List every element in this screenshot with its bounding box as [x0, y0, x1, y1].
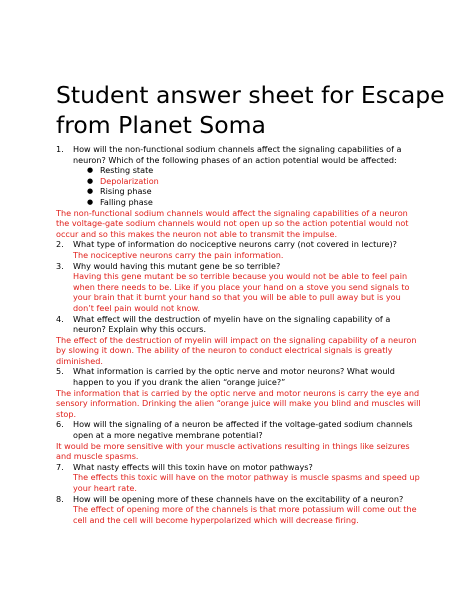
question-6: [56, 419, 422, 440]
answer-4: The effect of the destruction of myelin will impact on the signaling capability of a neuron by slowing it down. The ability of the neuron to conduct electrical signals is greatly diminished.: [56, 334, 417, 366]
question-text: What type of information do nociceptive neurons carry (not covered in lecture)?: [73, 239, 397, 250]
question-text: What nasty effects will this toxin have on motor pathways?: [73, 461, 313, 472]
question-2: [56, 239, 422, 250]
question-text: What information is carried by the optic nerve and motor neurons? What would happen to you if you drank the alien “orange juice?”: [73, 366, 395, 388]
page-title: Student answer sheet for Escape from Planet Soma: [56, 81, 445, 139]
question-number: 6.: [56, 419, 64, 430]
question-3: [56, 261, 422, 272]
answer-2: The nociceptive neurons carry the pain information.: [73, 249, 284, 260]
bullet-icon: ●: [87, 166, 94, 175]
bullet-icon: ●: [87, 197, 94, 206]
answer-5: The information that is carried by the optic nerve and motor neurons is carry the eye and sensory information. Drinking the alien “orange juice will make you blind and muscles will stop.: [56, 387, 421, 419]
option-item: ● Rising phase: [87, 186, 152, 197]
question-number: 2.: [56, 239, 64, 250]
bullet-icon: ●: [87, 187, 94, 196]
question-7: [56, 462, 422, 473]
question-number: 3.: [56, 260, 64, 271]
question-number: 7.: [56, 461, 64, 472]
question-5: [56, 366, 422, 387]
question-1: [56, 144, 422, 165]
question-number: 1.: [56, 144, 64, 154]
question-number: 4.: [56, 313, 64, 324]
question-text: What effect will the destruction of myelin have on the signaling capability of a neuron? Explain why this occurs.: [73, 313, 391, 335]
option-item-highlighted: ● Depolarization: [87, 175, 159, 186]
question-8: [56, 494, 422, 505]
question-4: [56, 314, 422, 335]
question-text: Why would having this mutant gene be so terrible?: [73, 260, 281, 271]
option-item: ● Falling phase: [87, 196, 153, 207]
question-text: How will the non-functional sodium channels affect the signaling capabilities of a neuron? Which of the following phases of an action potential would be affected:: [73, 144, 402, 165]
question-text: How will the signaling of a neuron be affected if the voltage-gated sodium channels open at a more negative membrane potential?: [73, 419, 413, 441]
question-number: 8.: [56, 493, 64, 504]
question-text: How will be opening more of these channels have on the excitability of a neuron?: [73, 493, 404, 504]
answer-6: It would be more sensitive with your muscle activations resulting in things like seizures and muscle spasms.: [56, 440, 410, 462]
answer-1: The non-functional sodium channels would affect the signaling capabilities of a neuron the voltage-gate sodium channels would not open up so the action potential would not occur and so this makes the neuron not able to transmit the impulse.: [56, 207, 409, 239]
answer-7: The effects this toxic will have on the motor pathway is muscle spasms and speed up your heart rate.: [73, 472, 420, 493]
bullet-icon: ●: [87, 176, 94, 185]
question-number: 5.: [56, 366, 64, 377]
answer-3: Having this gene mutant be so terrible because you would not be able to feel pain when there needs to be. Like if you place your hand on a stove you send signals to your brain that it burnt your hand so that you will be able to pull away but is you don’t feel pain would not know.: [73, 271, 410, 313]
answer-8: The effect of opening more of the channels is that more potassium will come out the cell and the cell will become hyperpolarized which will decrease firing.: [73, 504, 417, 525]
option-item: ● Resting state: [87, 165, 154, 176]
phase-options-list: [56, 165, 422, 207]
question-list: [56, 144, 422, 525]
